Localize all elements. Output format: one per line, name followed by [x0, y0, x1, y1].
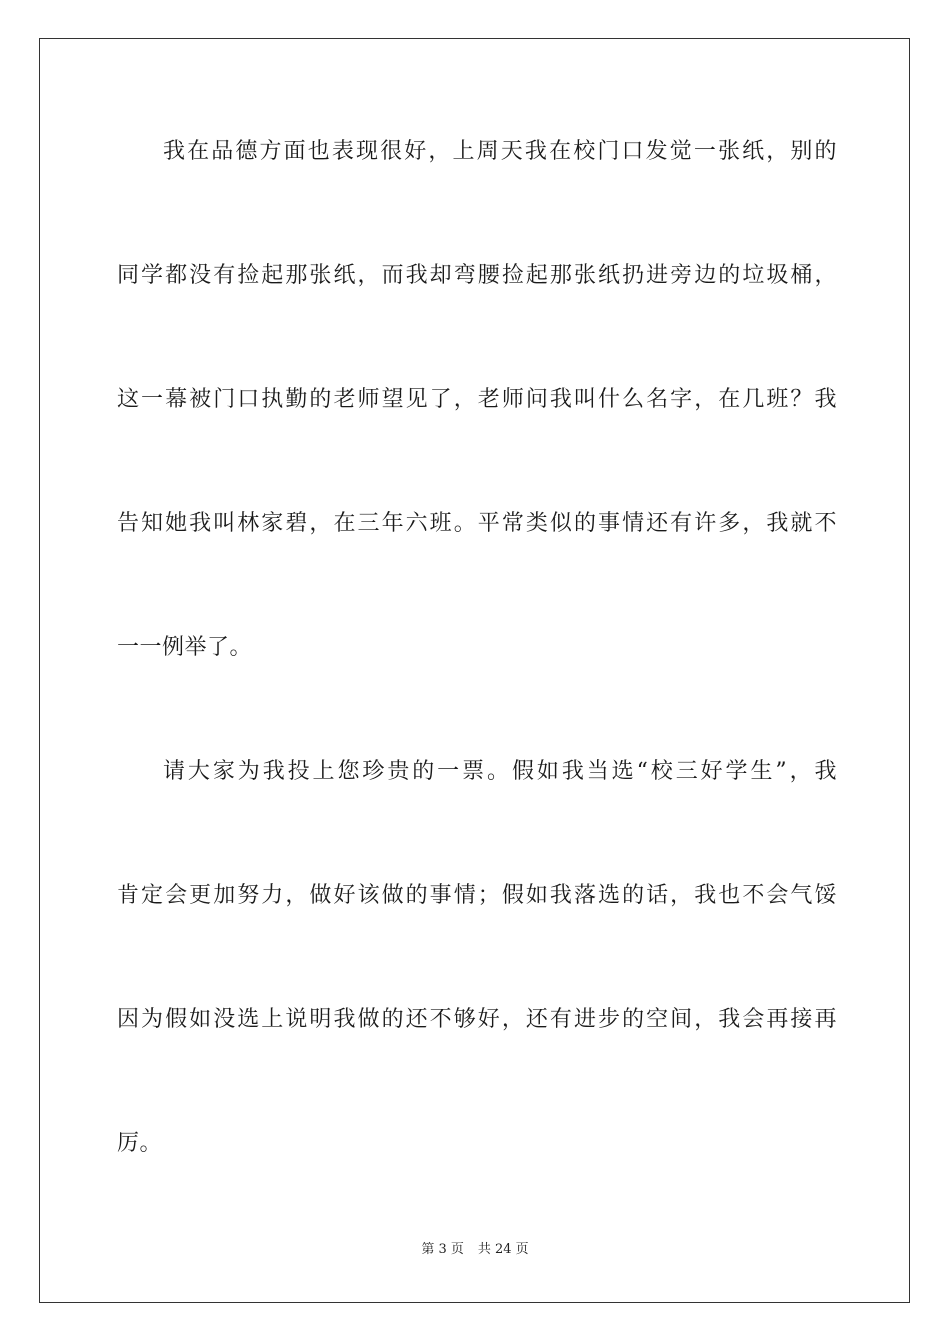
page-footer: [0, 1241, 950, 1259]
paragraph-2-line-3: 因为假如没选上说明我做的还不够好，还有进步的空间，我会再接再: [117, 1007, 837, 1032]
page-border: [39, 38, 910, 1303]
paragraph-1-line-2: 同学都没有捡起那张纸，而我却弯腰捡起那张纸扔进旁边的垃圾桶，: [117, 263, 837, 288]
paragraph-1-line-4: 告知她我叫林家碧，在三年六班。平常类似的事情还有许多，我就不: [117, 511, 837, 536]
page-total: 共 24 页: [477, 1242, 529, 1257]
paragraph-2-line-2: 肯定会更加努力，做好该做的事情；假如我落选的话，我也不会气馁: [117, 883, 837, 908]
paragraph-2-line-1: 请大家为我投上您珍贵的一票。假如我当选“校三好学生”，我: [163, 759, 837, 784]
paragraph-1-line-3: 这一幕被门口执勤的老师望见了，老师问我叫什么名字，在几班？我: [117, 387, 837, 412]
paragraph-2-line-4: 厉。: [117, 1131, 163, 1156]
page-number: 第 3 页: [421, 1242, 464, 1257]
paragraph-1-line-5: 一一例举了。: [117, 635, 253, 660]
paragraph-1-line-1: 我在品德方面也表现很好，上周天我在校门口发觉一张纸，别的: [163, 139, 837, 164]
